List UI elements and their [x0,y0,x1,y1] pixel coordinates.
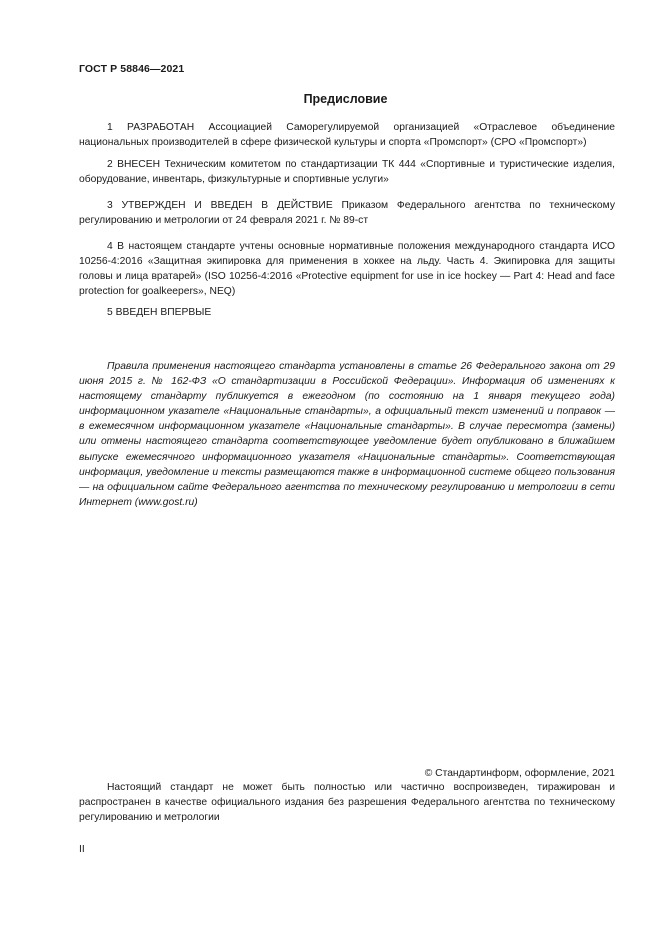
preface-item-international-standard: 4 В настоящем стандарте учтены основные нормативные положения международного стандарта ИСО 10256-4:2016 «Защитная экипировка для применения в хоккее на льду. Часть 4. Экипировка для защиты головы и лица вратарей» (ISO 10256-4:2016 «Protective equipment for use in ice hockey — Part 4: Head and face protection for goalkeepers», NEQ) [79,241,615,297]
copyright-line: © Стандартинформ, оформление, 2021 [424,768,615,779]
document-code: ГОСТ Р 58846—2021 [79,63,185,75]
reproduction-rights-notice: Настоящий стандарт не может быть полностью или частично воспроизведен, тиражирован и распространен в качестве официального издания без разрешения Федерального агентства по техническому регулированию и метрологии [79,782,615,823]
application-rules-notice: Правила применения настоящего стандарта установлены в статье 26 Федерального закона от 29 июня 2015 г. № 162-ФЗ «О стандартизации в Российской Федерации». Информация об изменениях к настоящему стандарту публикуется в ежегодном (по состоянию на 1 января текущего года) информационном указателе «Национальные стандарты», а официальный текст изменений и поправок — в ежемесячном информационном указателе «Национальные стандарты». В случае пересмотра (замены) или отмены настоящего стандарта соответствующее уведомление будет опубликовано в ближайшем выпуске ежемесячного информационного указателя «Национальные стандарты». Соответствующая информация, уведомление и тексты размещаются также в информационной системе общего пользования — на официальном сайте Федерального агентства по техническому регулированию и метрологии в сети Интернет (www.gost.ru) [79,361,615,508]
page-number: II [79,844,85,855]
preface-item-introduced: 5 ВВЕДЕН ВПЕРВЫЕ [107,307,212,318]
preface-item-submitted: 2 ВНЕСЕН Техническим комитетом по стандартизации ТК 444 «Спортивные и туристические изделия, оборудование, инвентарь, физкультурные и спортивные услуги» [79,159,615,185]
preface-item-approved: 3 УТВЕРЖДЕН И ВВЕДЕН В ДЕЙСТВИЕ Приказом Федерального агентства по техническому регулированию и метрологии от 24 февраля 2021 г. № 89-ст [79,200,615,226]
page-title: Предисловие [303,92,388,106]
preface-item-developed: 1 РАЗРАБОТАН Ассоциацией Саморегулируемой организацией «Отраслевое объединение национальных производителей в сфере физической культуры и спорта «Промспорт» (СРО «Промспорт») [79,122,615,148]
